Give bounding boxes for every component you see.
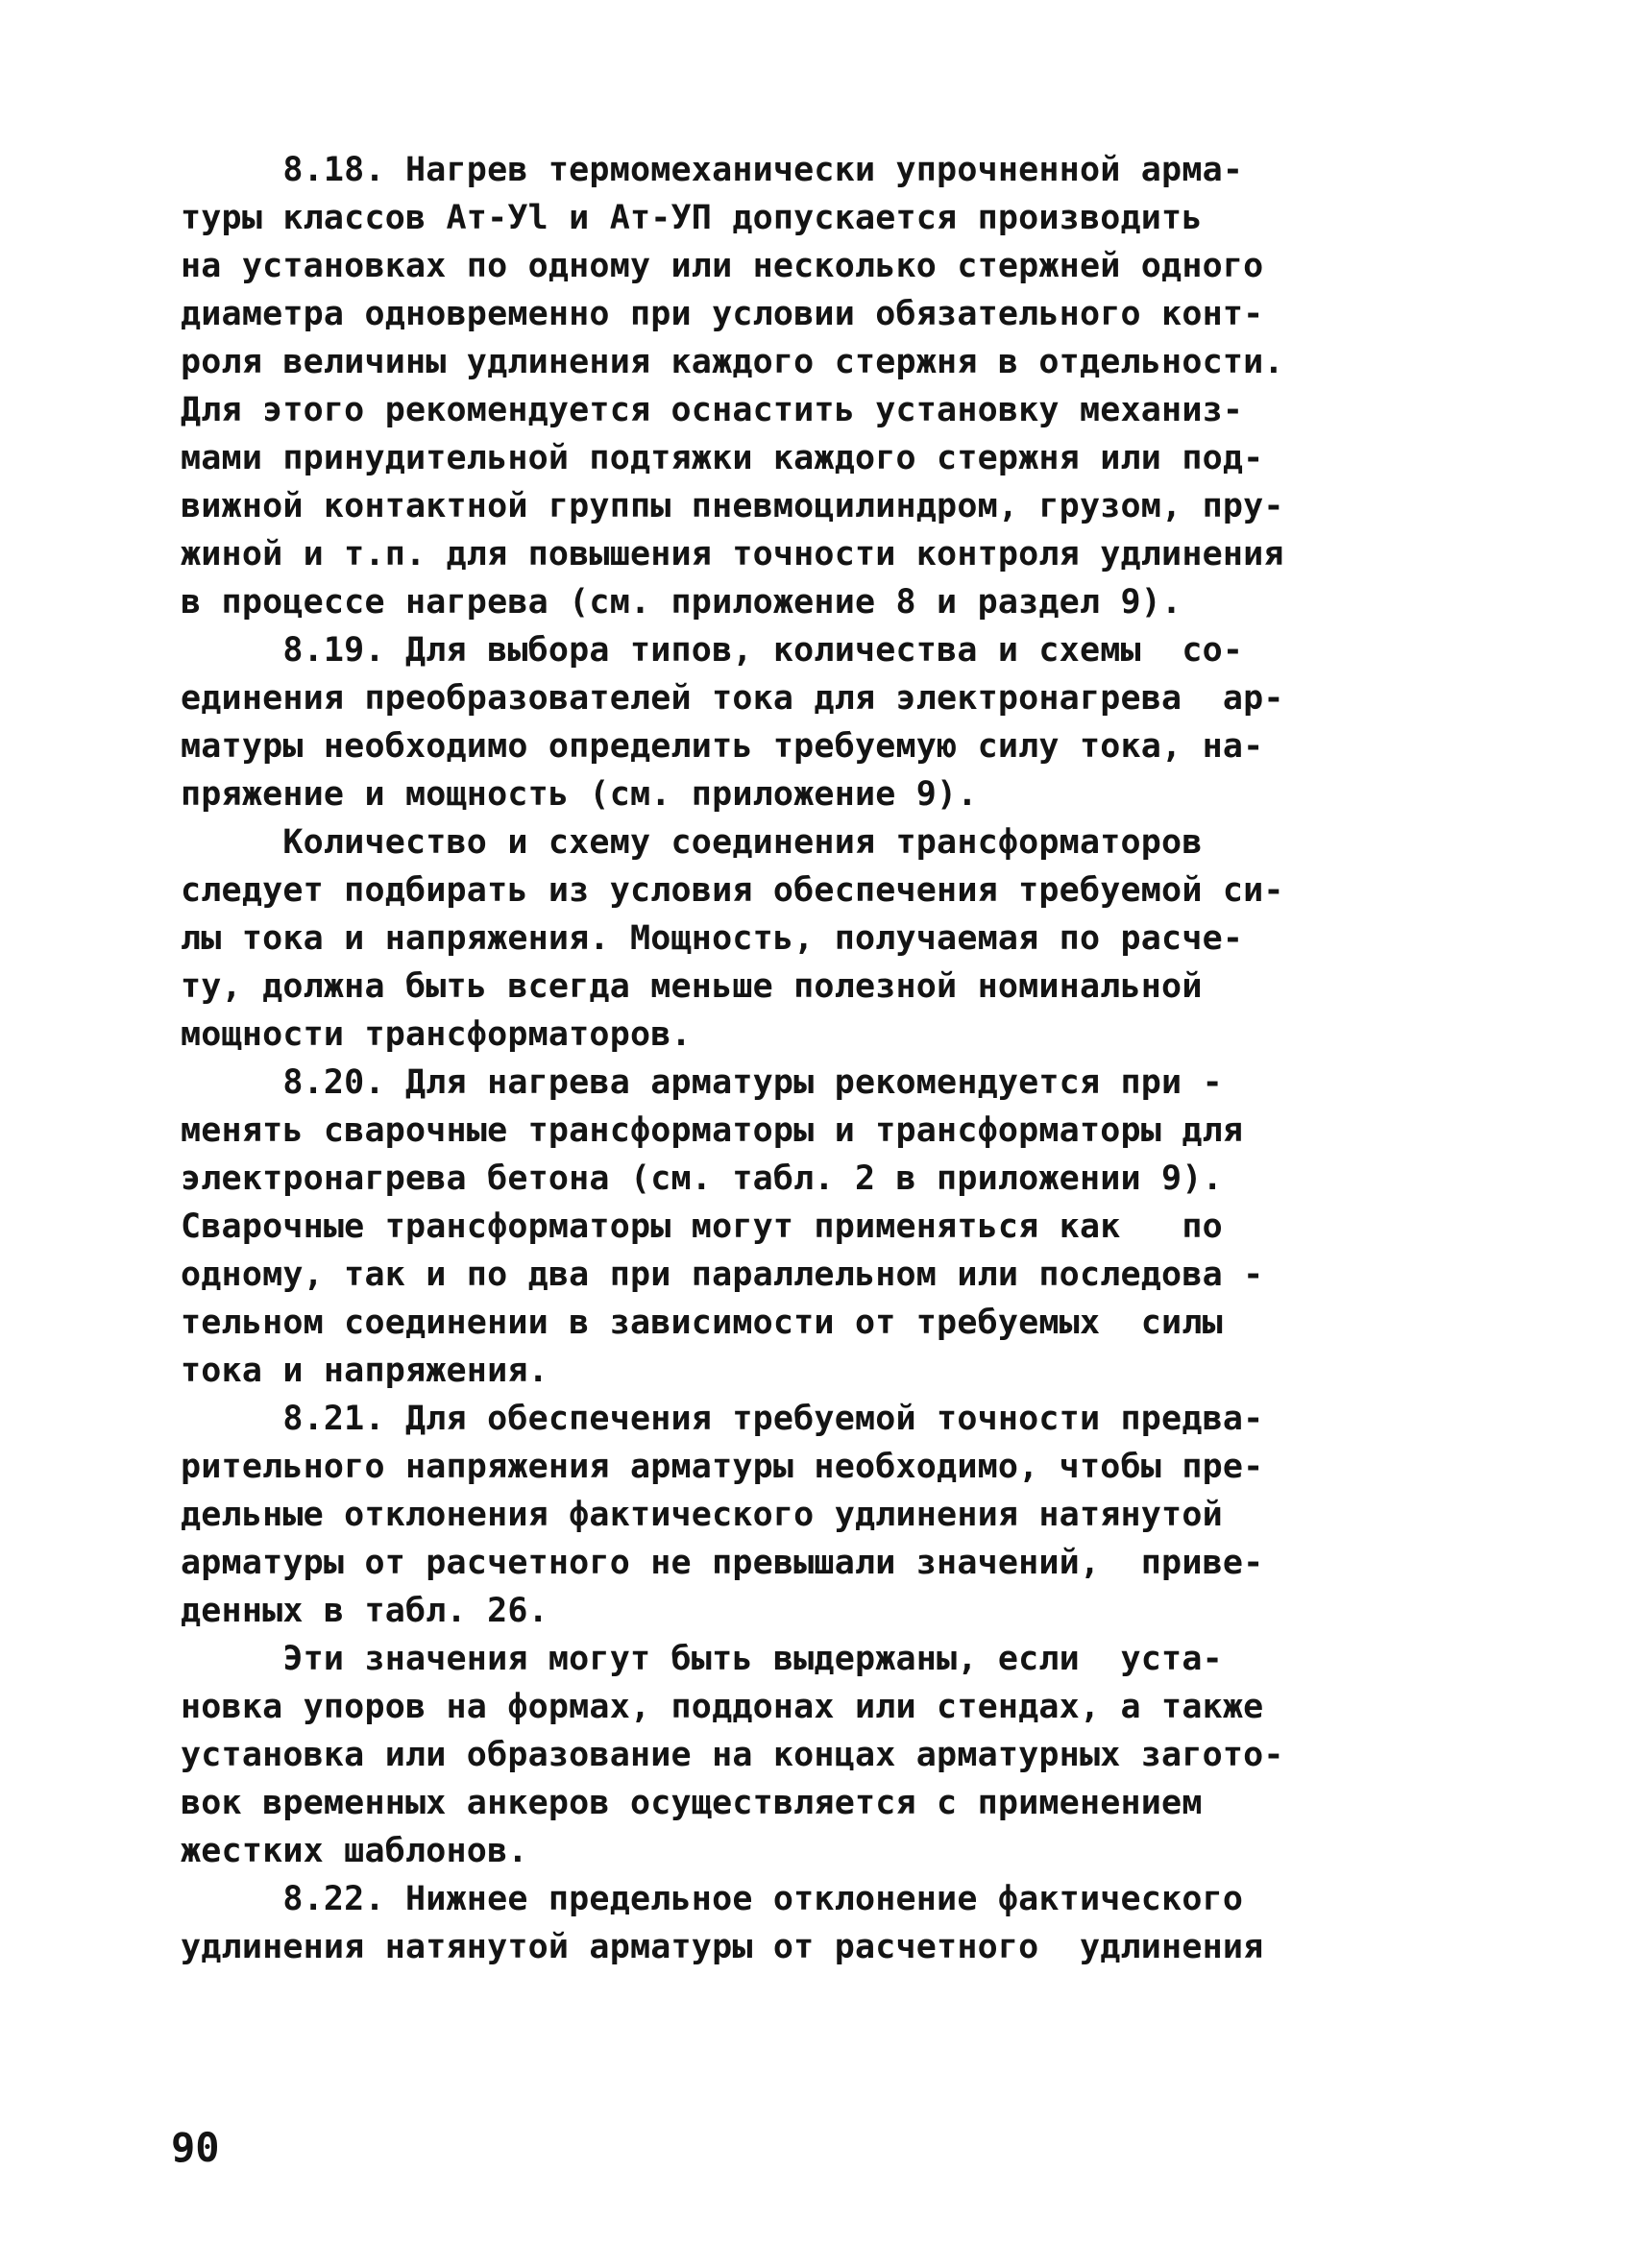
- text-line: Для этого рекомендуется оснастить установку механиз-: [181, 391, 1244, 429]
- text-line: удлинения натянутой арматуры от расчетного удлинения: [181, 1928, 1264, 1966]
- text-line: ту, должна быть всегда меньше полезной номинальной: [181, 967, 1203, 1006]
- text-line: тельном соединении в зависимости от требуемых силы: [181, 1304, 1223, 1342]
- text-line: туры классов Ат-Уl и Ат-УП допускается производить: [181, 199, 1203, 237]
- text-line: на установках по одному или несколько стержней одного: [181, 247, 1264, 285]
- text-line: одному, так и по два при параллельном или последова -: [181, 1256, 1264, 1294]
- text-line: денных в табл. 26.: [181, 1592, 548, 1630]
- text-line: матуры необходимо определить требуемую силу тока, на-: [181, 727, 1264, 766]
- text-line: арматуры от расчетного не превышали значений, приве-: [181, 1544, 1264, 1582]
- text-line: роля величины удлинения каждого стержня в отдельности.: [181, 343, 1284, 381]
- text-line: 8.22. Нижнее предельное отклонение фактического: [181, 1880, 1244, 1918]
- text-line: дельные отклонения фактического удлинения натянутой: [181, 1496, 1223, 1534]
- text-line: вижной контактной группы пневмоцилиндром, грузом, пру-: [181, 487, 1284, 525]
- text-line: в процессе нагрева (см. приложение 8 и раздел 9).: [181, 583, 1182, 622]
- text-line: новка упоров на формах, поддонах или стендах, а также: [181, 1688, 1264, 1726]
- text-line: менять сварочные трансформаторы и трансформаторы для: [181, 1111, 1244, 1150]
- text-line: следует подбирать из условия обеспечения требуемой си-: [181, 871, 1284, 910]
- text-line: 8.18. Нагрев термомеханически упрочненной арма-: [181, 151, 1244, 189]
- body-text: [181, 146, 1458, 1971]
- text-line: 8.21. Для обеспечения требуемой точности предва-: [181, 1400, 1264, 1438]
- text-line: 8.20. Для нагрева арматуры рекомендуется при -: [181, 1063, 1223, 1102]
- text-line: Сварочные трансформаторы могут применяться как по: [181, 1207, 1223, 1246]
- text-line: Эти значения могут быть выдержаны, если уста-: [181, 1640, 1223, 1678]
- text-line: диаметра одновременно при условии обязательного конт-: [181, 295, 1264, 333]
- text-line: жиной и т.п. для повышения точности контроля удлинения: [181, 535, 1284, 573]
- text-line: тока и напряжения.: [181, 1352, 548, 1390]
- text-line: единения преобразователей тока для электронагрева ар-: [181, 679, 1284, 718]
- text-line: пряжение и мощность (см. приложение 9).: [181, 775, 978, 814]
- text-line: рительного напряжения арматуры необходимо, чтобы пре-: [181, 1448, 1264, 1486]
- text-line: жестких шаблонов.: [181, 1832, 528, 1870]
- text-line: 8.19. Для выбора типов, количества и схемы со-: [181, 631, 1244, 670]
- text-line: лы тока и напряжения. Мощность, получаемая по расче-: [181, 919, 1244, 958]
- text-line: электронагрева бетона (см. табл. 2 в приложении 9).: [181, 1159, 1223, 1198]
- text-line: Количество и схему соединения трансформаторов: [181, 823, 1203, 862]
- text-line: вок временных анкеров осуществляется с применением: [181, 1784, 1203, 1822]
- page-number: 90: [171, 2124, 220, 2171]
- text-line: мами принудительной подтяжки каждого стержня или под-: [181, 439, 1264, 477]
- text-line: мощности трансформаторов.: [181, 1015, 692, 1054]
- text-line: установка или образование на концах арматурных загото-: [181, 1736, 1284, 1774]
